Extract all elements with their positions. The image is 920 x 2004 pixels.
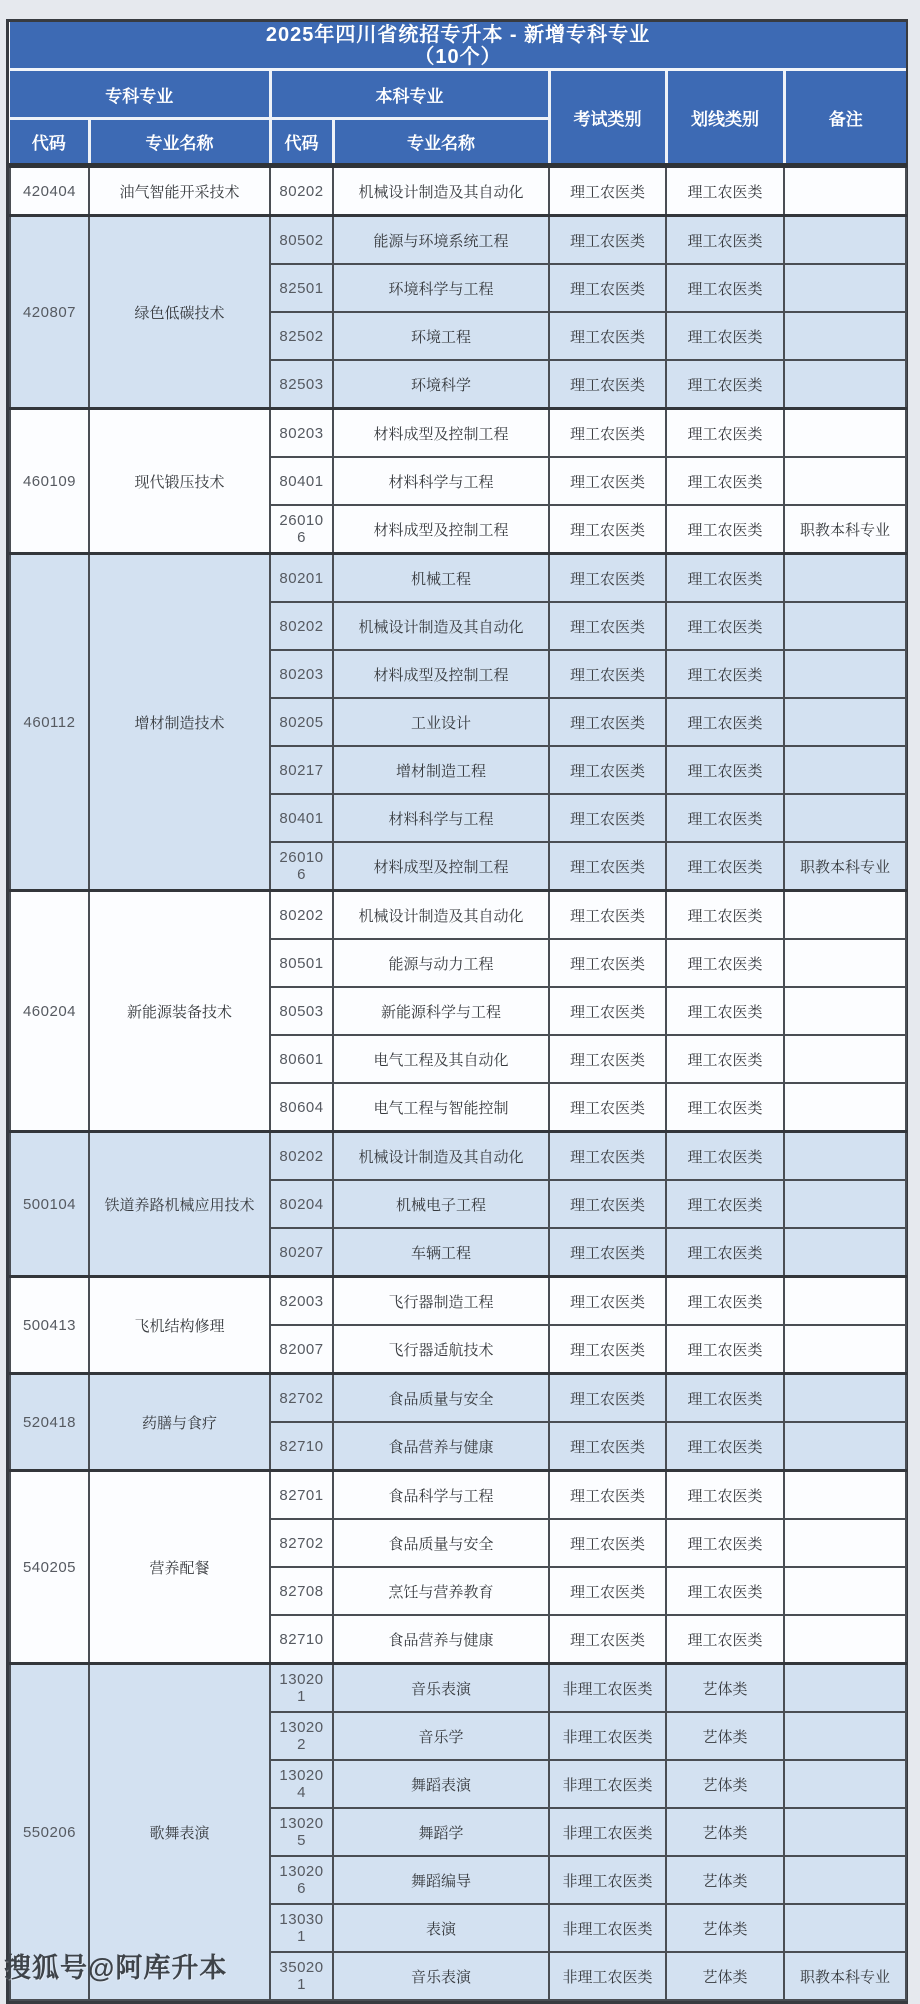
bk-code-cell: 82007 xyxy=(270,1325,333,1374)
table-row xyxy=(10,554,906,603)
exam-category-cell: 理工农医类 xyxy=(549,650,666,698)
remark-cell xyxy=(784,1856,906,1904)
bk-code-cell: 80202 xyxy=(270,602,333,650)
bk-code-cell: 82702 xyxy=(270,1519,333,1567)
bk-code-cell: 82503 xyxy=(270,360,333,409)
bk-major-cell: 音乐表演 xyxy=(333,1664,549,1713)
bk-code-cell: 80217 xyxy=(270,746,333,794)
remark-cell xyxy=(784,602,906,650)
bk-major-cell: 电气工程及其自动化 xyxy=(333,1035,549,1083)
remark-cell xyxy=(784,1374,906,1423)
line-category-cell: 理工农医类 xyxy=(666,1567,784,1615)
table-row xyxy=(10,166,906,216)
bk-code-cell: 80503 xyxy=(270,987,333,1035)
exam-category-cell: 理工农医类 xyxy=(549,891,666,940)
zk-major-cell: 铁道养路机械应用技术 xyxy=(89,1132,270,1277)
line-category-cell: 理工农医类 xyxy=(666,409,784,458)
remark-cell xyxy=(784,650,906,698)
exam-category-cell: 理工农医类 xyxy=(549,216,666,265)
exam-category-cell: 理工农医类 xyxy=(549,360,666,409)
exam-category-cell: 理工农医类 xyxy=(549,602,666,650)
remark-cell xyxy=(784,1904,906,1952)
exam-category-cell: 理工农医类 xyxy=(549,1035,666,1083)
line-category-cell: 理工农医类 xyxy=(666,1471,784,1520)
line-category-cell: 理工农医类 xyxy=(666,505,784,554)
table-row xyxy=(10,1132,906,1181)
remark-cell xyxy=(784,987,906,1035)
bk-code-cell: 80501 xyxy=(270,939,333,987)
line-category-cell: 理工农医类 xyxy=(666,1180,784,1228)
zk-major-cell: 绿色低碳技术 xyxy=(89,216,270,409)
remark-cell xyxy=(784,1325,906,1374)
bk-major-cell: 工业设计 xyxy=(333,698,549,746)
remark-cell xyxy=(784,794,906,842)
bk-major-cell: 材料成型及控制工程 xyxy=(333,409,549,458)
remark-cell xyxy=(784,1180,906,1228)
table-row xyxy=(10,1471,906,1520)
bk-code-cell: 80203 xyxy=(270,409,333,458)
line-category-cell: 理工农医类 xyxy=(666,650,784,698)
bk-major-cell: 食品质量与安全 xyxy=(333,1519,549,1567)
line-category-cell: 艺体类 xyxy=(666,1904,784,1952)
bk-code-cell: 82710 xyxy=(270,1422,333,1471)
bk-major-cell: 舞蹈编导 xyxy=(333,1856,549,1904)
line-category-cell: 艺体类 xyxy=(666,1664,784,1713)
exam-category-cell: 非理工农医类 xyxy=(549,1760,666,1808)
col-header-zhuanke-major: 专科专业 xyxy=(10,70,270,119)
zk-major-cell: 现代锻压技术 xyxy=(89,409,270,554)
exam-category-cell: 理工农医类 xyxy=(549,746,666,794)
admission-table xyxy=(6,19,908,2004)
line-category-cell: 理工农医类 xyxy=(666,312,784,360)
remark-cell xyxy=(784,891,906,940)
exam-category-cell: 理工农医类 xyxy=(549,312,666,360)
table-row xyxy=(10,409,906,458)
exam-category-cell: 理工农医类 xyxy=(549,409,666,458)
bk-major-cell: 舞蹈表演 xyxy=(333,1760,549,1808)
bk-major-cell: 新能源科学与工程 xyxy=(333,987,549,1035)
line-category-cell: 理工农医类 xyxy=(666,1035,784,1083)
bk-code-cell: 80601 xyxy=(270,1035,333,1083)
line-category-cell: 理工农医类 xyxy=(666,1374,784,1423)
remark-cell xyxy=(784,1808,906,1856)
bk-major-cell: 车辆工程 xyxy=(333,1228,549,1277)
bk-major-cell: 烹饪与营养教育 xyxy=(333,1567,549,1615)
exam-category-cell: 理工农医类 xyxy=(549,1567,666,1615)
zk-major-cell: 药膳与食疗 xyxy=(89,1374,270,1471)
bk-code-cell: 82502 xyxy=(270,312,333,360)
exam-category-cell: 非理工农医类 xyxy=(549,1664,666,1713)
zk-code-cell: 550206 xyxy=(10,1664,89,2001)
bk-code-cell: 82708 xyxy=(270,1567,333,1615)
bk-major-cell: 舞蹈学 xyxy=(333,1808,549,1856)
exam-category-cell: 非理工农医类 xyxy=(549,1808,666,1856)
exam-category-cell: 非理工农医类 xyxy=(549,1856,666,1904)
bk-code-cell: 260106 xyxy=(270,842,333,891)
exam-category-cell: 理工农医类 xyxy=(549,1422,666,1471)
bk-major-cell: 材料科学与工程 xyxy=(333,794,549,842)
bk-major-cell: 材料成型及控制工程 xyxy=(333,505,549,554)
table-row xyxy=(10,1664,906,1713)
zk-code-cell: 460109 xyxy=(10,409,89,554)
bk-major-cell: 音乐表演 xyxy=(333,1952,549,2000)
remark-cell: 职教本科专业 xyxy=(784,505,906,554)
bk-major-cell: 材料成型及控制工程 xyxy=(333,650,549,698)
bk-code-cell: 82702 xyxy=(270,1374,333,1423)
col-header-bk-major-name: 专业名称 xyxy=(333,119,549,166)
zk-major-cell: 新能源装备技术 xyxy=(89,891,270,1132)
zk-code-cell: 460112 xyxy=(10,554,89,891)
remark-cell xyxy=(784,1083,906,1132)
table-title-line1: 2025年四川省统招专升本 - 新增专科专业 xyxy=(265,23,651,46)
exam-category-cell: 理工农医类 xyxy=(549,1519,666,1567)
bk-code-cell: 82003 xyxy=(270,1277,333,1326)
table-row xyxy=(10,216,906,265)
bk-code-cell: 130204 xyxy=(270,1760,333,1808)
table-row xyxy=(10,1374,906,1423)
exam-category-cell: 理工农医类 xyxy=(549,842,666,891)
col-header-exam-category: 考试类别 xyxy=(549,70,666,166)
exam-category-cell: 理工农医类 xyxy=(549,698,666,746)
bk-major-cell: 材料成型及控制工程 xyxy=(333,842,549,891)
line-category-cell: 理工农医类 xyxy=(666,1228,784,1277)
majors-table xyxy=(9,22,907,2001)
line-category-cell: 理工农医类 xyxy=(666,1277,784,1326)
bk-code-cell: 80604 xyxy=(270,1083,333,1132)
table-title-line2: （10个） xyxy=(414,45,502,68)
exam-category-cell: 理工农医类 xyxy=(549,457,666,505)
line-category-cell: 理工农医类 xyxy=(666,166,784,216)
exam-category-cell: 理工农医类 xyxy=(549,794,666,842)
bk-code-cell: 130301 xyxy=(270,1904,333,1952)
col-header-remark: 备注 xyxy=(784,70,906,166)
bk-major-cell: 环境工程 xyxy=(333,312,549,360)
remark-cell xyxy=(784,698,906,746)
bk-code-cell: 80201 xyxy=(270,554,333,603)
line-category-cell: 艺体类 xyxy=(666,1952,784,2000)
header-group-row xyxy=(10,70,906,119)
line-category-cell: 理工农医类 xyxy=(666,987,784,1035)
bk-major-cell: 材料科学与工程 xyxy=(333,457,549,505)
bk-code-cell: 130205 xyxy=(270,1808,333,1856)
exam-category-cell: 理工农医类 xyxy=(549,1471,666,1520)
line-category-cell: 理工农医类 xyxy=(666,1422,784,1471)
remark-cell xyxy=(784,939,906,987)
bk-code-cell: 130206 xyxy=(270,1856,333,1904)
remark-cell xyxy=(784,1228,906,1277)
zk-code-cell: 520418 xyxy=(10,1374,89,1471)
bk-code-cell: 80202 xyxy=(270,166,333,216)
exam-category-cell: 理工农医类 xyxy=(549,166,666,216)
remark-cell: 职教本科专业 xyxy=(784,842,906,891)
line-category-cell: 理工农医类 xyxy=(666,1083,784,1132)
bk-major-cell: 电气工程与智能控制 xyxy=(333,1083,549,1132)
exam-category-cell: 理工农医类 xyxy=(549,1325,666,1374)
table-title xyxy=(10,22,906,70)
line-category-cell: 理工农医类 xyxy=(666,698,784,746)
remark-cell xyxy=(784,1664,906,1713)
bk-major-cell: 机械设计制造及其自动化 xyxy=(333,166,549,216)
line-category-cell: 艺体类 xyxy=(666,1808,784,1856)
watermark: 搜狐号@阿库升本 xyxy=(4,1953,228,1983)
table-row xyxy=(10,891,906,940)
col-header-line-category: 划线类别 xyxy=(666,70,784,166)
exam-category-cell: 理工农医类 xyxy=(549,505,666,554)
remark-cell xyxy=(784,216,906,265)
bk-code-cell: 80502 xyxy=(270,216,333,265)
line-category-cell: 理工农医类 xyxy=(666,1132,784,1181)
bk-code-cell: 350201 xyxy=(270,1952,333,2000)
line-category-cell: 艺体类 xyxy=(666,1760,784,1808)
remark-cell xyxy=(784,360,906,409)
remark-cell xyxy=(784,409,906,458)
line-category-cell: 理工农医类 xyxy=(666,746,784,794)
line-category-cell: 理工农医类 xyxy=(666,794,784,842)
line-category-cell: 理工农医类 xyxy=(666,1325,784,1374)
bk-major-cell: 环境科学与工程 xyxy=(333,264,549,312)
remark-cell xyxy=(784,1615,906,1664)
exam-category-cell: 非理工农医类 xyxy=(549,1904,666,1952)
line-category-cell: 理工农医类 xyxy=(666,360,784,409)
bk-code-cell: 80202 xyxy=(270,1132,333,1181)
exam-category-cell: 理工农医类 xyxy=(549,939,666,987)
remark-cell xyxy=(784,264,906,312)
col-header-bk-code: 代码 xyxy=(270,119,333,166)
table-title-row xyxy=(10,22,906,70)
remark-cell xyxy=(784,1422,906,1471)
exam-category-cell: 理工农医类 xyxy=(549,1277,666,1326)
bk-major-cell: 食品营养与健康 xyxy=(333,1615,549,1664)
remark-cell xyxy=(784,166,906,216)
line-category-cell: 理工农医类 xyxy=(666,891,784,940)
bk-major-cell: 食品营养与健康 xyxy=(333,1422,549,1471)
zk-code-cell: 500413 xyxy=(10,1277,89,1374)
bk-major-cell: 机械电子工程 xyxy=(333,1180,549,1228)
bk-code-cell: 80207 xyxy=(270,1228,333,1277)
zk-major-cell: 飞机结构修理 xyxy=(89,1277,270,1374)
remark-cell xyxy=(784,457,906,505)
line-category-cell: 理工农医类 xyxy=(666,216,784,265)
remark-cell xyxy=(784,554,906,603)
line-category-cell: 理工农医类 xyxy=(666,1519,784,1567)
exam-category-cell: 理工农医类 xyxy=(549,987,666,1035)
line-category-cell: 艺体类 xyxy=(666,1856,784,1904)
bk-code-cell: 82501 xyxy=(270,264,333,312)
exam-category-cell: 理工农医类 xyxy=(549,1180,666,1228)
col-header-zk-code: 代码 xyxy=(10,119,89,166)
bk-major-cell: 食品质量与安全 xyxy=(333,1374,549,1423)
remark-cell xyxy=(784,312,906,360)
remark-cell xyxy=(784,1712,906,1760)
exam-category-cell: 非理工农医类 xyxy=(549,1952,666,2000)
remark-cell xyxy=(784,1567,906,1615)
exam-category-cell: 非理工农医类 xyxy=(549,1712,666,1760)
bk-major-cell: 机械设计制造及其自动化 xyxy=(333,1132,549,1181)
bk-major-cell: 能源与环境系统工程 xyxy=(333,216,549,265)
line-category-cell: 理工农医类 xyxy=(666,264,784,312)
zk-major-cell: 增材制造技术 xyxy=(89,554,270,891)
remark-cell xyxy=(784,1035,906,1083)
bk-code-cell: 80401 xyxy=(270,457,333,505)
bk-major-cell: 机械工程 xyxy=(333,554,549,603)
bk-major-cell: 飞行器适航技术 xyxy=(333,1325,549,1374)
bk-code-cell: 82710 xyxy=(270,1615,333,1664)
line-category-cell: 理工农医类 xyxy=(666,457,784,505)
exam-category-cell: 理工农医类 xyxy=(549,1132,666,1181)
bk-major-cell: 环境科学 xyxy=(333,360,549,409)
zk-code-cell: 420404 xyxy=(10,166,89,216)
bk-code-cell: 80205 xyxy=(270,698,333,746)
col-header-benke-major: 本科专业 xyxy=(270,70,549,119)
remark-cell xyxy=(784,746,906,794)
zk-code-cell: 420807 xyxy=(10,216,89,409)
bk-major-cell: 机械设计制造及其自动化 xyxy=(333,891,549,940)
bk-major-cell: 飞行器制造工程 xyxy=(333,1277,549,1326)
zk-code-cell: 540205 xyxy=(10,1471,89,1664)
zk-code-cell: 500104 xyxy=(10,1132,89,1277)
remark-cell xyxy=(784,1471,906,1520)
line-category-cell: 理工农医类 xyxy=(666,602,784,650)
remark-cell xyxy=(784,1132,906,1181)
bk-code-cell: 130201 xyxy=(270,1664,333,1713)
exam-category-cell: 理工农医类 xyxy=(549,264,666,312)
exam-category-cell: 理工农医类 xyxy=(549,1374,666,1423)
bk-major-cell: 食品科学与工程 xyxy=(333,1471,549,1520)
bk-code-cell: 260106 xyxy=(270,505,333,554)
remark-cell xyxy=(784,1760,906,1808)
bk-code-cell: 80401 xyxy=(270,794,333,842)
remark-cell xyxy=(784,1519,906,1567)
table-row xyxy=(10,1277,906,1326)
line-category-cell: 理工农医类 xyxy=(666,939,784,987)
exam-category-cell: 理工农医类 xyxy=(549,1083,666,1132)
remark-cell xyxy=(784,1277,906,1326)
zk-code-cell: 460204 xyxy=(10,891,89,1132)
bk-major-cell: 机械设计制造及其自动化 xyxy=(333,602,549,650)
exam-category-cell: 理工农医类 xyxy=(549,1615,666,1664)
bk-code-cell: 82701 xyxy=(270,1471,333,1520)
bk-code-cell: 80203 xyxy=(270,650,333,698)
bk-code-cell: 130202 xyxy=(270,1712,333,1760)
bk-code-cell: 80204 xyxy=(270,1180,333,1228)
line-category-cell: 理工农医类 xyxy=(666,1615,784,1664)
exam-category-cell: 理工农医类 xyxy=(549,1228,666,1277)
zk-major-cell: 油气智能开采技术 xyxy=(89,166,270,216)
zk-major-cell: 歌舞表演 xyxy=(89,1664,270,2001)
bk-major-cell: 能源与动力工程 xyxy=(333,939,549,987)
line-category-cell: 理工农医类 xyxy=(666,842,784,891)
bk-major-cell: 表演 xyxy=(333,1904,549,1952)
exam-category-cell: 理工农医类 xyxy=(549,554,666,603)
bk-major-cell: 音乐学 xyxy=(333,1712,549,1760)
zk-major-cell: 营养配餐 xyxy=(89,1471,270,1664)
bk-major-cell: 增材制造工程 xyxy=(333,746,549,794)
bk-code-cell: 80202 xyxy=(270,891,333,940)
col-header-zk-major-name: 专业名称 xyxy=(89,119,270,166)
remark-cell: 职教本科专业 xyxy=(784,1952,906,2000)
line-category-cell: 理工农医类 xyxy=(666,554,784,603)
line-category-cell: 艺体类 xyxy=(666,1712,784,1760)
